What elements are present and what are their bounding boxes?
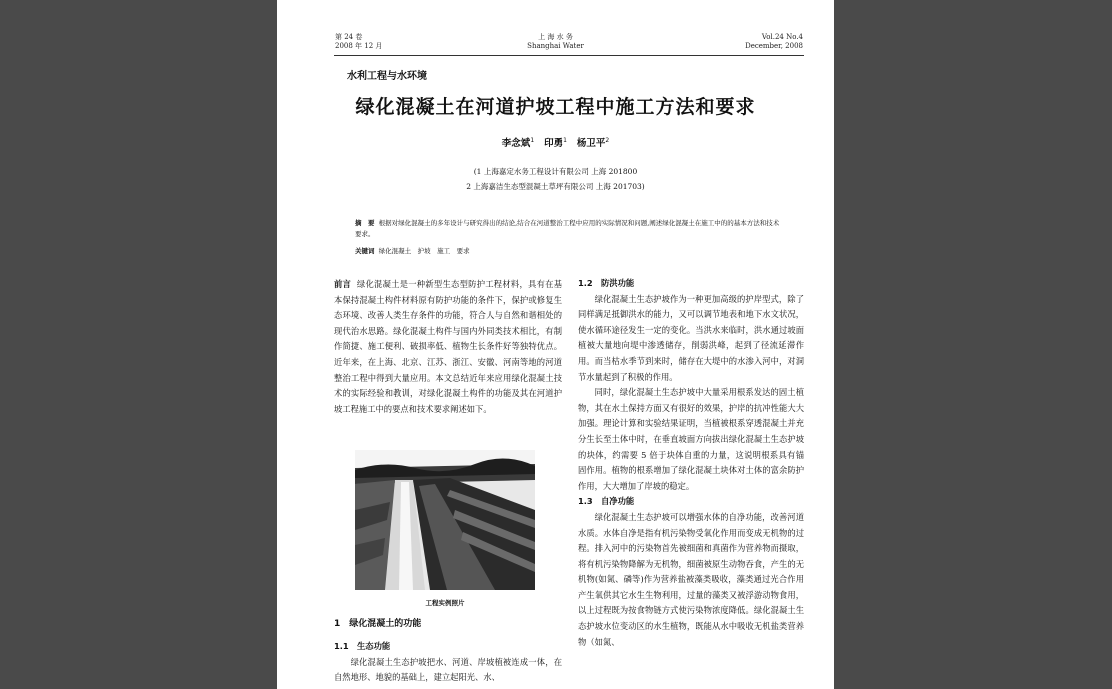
section1-heading: 1 绿化混凝土的功能 <box>334 619 422 629</box>
article-title: 绿化混凝土在河道护坡工程中施工方法和要求 <box>355 96 756 118</box>
affiliation-2: 2 上海嘉洁生态型混凝土草坪有限公司 上海 201703) <box>466 182 645 191</box>
author-name: 李念斌 <box>501 138 531 149</box>
date-label: 2008 年 12 月 <box>335 42 383 50</box>
journal-name-en: Shanghai Water <box>527 42 584 50</box>
viewer-background-left <box>0 0 277 689</box>
sub3-paragraph: 绿化混凝土生态护坡可以增强水体的自净功能，改善河道水质。水体自净是指有机污染物受氧化作用而变成无机物的过程。排入河中的污染物首先被细菌和真菌作为营养物而摄取，将有机污染物降解为无机物，细菌被原生动物吞食，产生的无机物(如氮、磷等)作为营养盐被藻类吸收，藻类通过光合作用产生氧供其它水生生物利用，过量的藻类又被浮游动物食用，以上过程既为按食物链方式使污染物浓度降低。绿化混凝土生态护坡水位变动区的水生植物，既能从水中吸收无机盐类营养物（如氮、 <box>578 511 804 647</box>
author-affil-mark: 1 <box>530 136 535 144</box>
sub2-heading: 1.2 防洪功能 <box>578 278 635 288</box>
right-column <box>578 276 804 650</box>
document-page <box>277 0 834 689</box>
author-affil-mark: 1 <box>563 136 567 144</box>
sub1-heading: 1.1 生态功能 <box>334 641 391 651</box>
abstract <box>355 218 785 240</box>
journal-name-cn: 上 海 水 务 <box>538 33 573 41</box>
project-photo-image <box>355 450 535 590</box>
sub2-paragraph-2: 同时，绿化混凝土生态护坡中大量采用根系发达的固土植物，其在水土保持方面又有很好的效果，护岸的抗冲性能大大加强。理论计算和实验结果证明，当植被根系穿透混凝土并充分生长至土体中时，在垂直坡面方向拔出绿化混凝土生态护坡的块体，约需要 5 倍于块体自重的力量，这说明根系具有锚固作用。植物的根系增加了绿化混凝土块体对土体的富余防护作用，大大增加了岸坡的稳定。 <box>578 387 804 491</box>
left-column-intro <box>334 277 562 417</box>
section1-heading-wrap <box>334 616 562 633</box>
date-en-label: December, 2008 <box>745 42 803 50</box>
keywords <box>355 246 785 257</box>
journal-volume-en <box>745 33 803 51</box>
volume-label: 第 24 卷 <box>335 33 363 41</box>
intro-paragraph <box>334 277 562 417</box>
intro-text: 绿化混凝土是一种新型生态型防护工程材料，具有在基本保持混凝土构件材料原有防护功能的条件下，保护或修复生态环境、改善人类生存条件的功能，符合人与自然和谐相处的现代治水思路。绿化混凝土构件与国内外同类技术相比，有制作简捷、施工便利、破损率低、植物生长条件好等独特优点。近年来，在上海、北京、江苏、浙江、安徽、河南等地的河道整治工程中得到大量应用。本文总结近年来应用绿化混凝土技术的实际经验和教训，对绿化混凝土构件的功能及其在河道护坡工程施工中的要点和技术要求阐述如下。 <box>334 279 562 414</box>
author-name: 杨卫平 <box>576 138 606 149</box>
abstract-text: 根据对绿化混凝土的多年设计与研究得出的结论,结合在河道整治工程中应用的实际情况和问题,阐述绿化混凝土在施工中的的基本方法和技术要求。 <box>355 219 780 238</box>
keywords-label: 关键词 <box>355 247 375 255</box>
viewer-background-right <box>834 0 1112 689</box>
author-list <box>277 135 834 149</box>
sub1-paragraph: 绿化混凝土生态护坡把水、河道、岸坡植被连成一体，在自然地形、地貌的基础上，建立起阳光、水、 <box>334 656 562 683</box>
header-rule <box>334 55 804 56</box>
author-affil-mark: 2 <box>605 136 610 144</box>
sub1-block <box>334 639 562 686</box>
project-photo <box>355 450 535 590</box>
keywords-text: 绿化混凝土 护坡 施工 要求 <box>378 247 470 255</box>
photo-caption: 工程实例照片 <box>425 599 465 607</box>
sub2-paragraph-1: 绿化混凝土生态护坡作为一种更加高级的护岸型式，除了同样满足抵御洪水的能力，又可以调节地表和地下水文状况，使水循环途径发生一定的变化。当洪水来临时，洪水通过坡面植被大量地向堤中渗透储存，削弱洪峰，起到了径流延滞作用。而当枯水季节到来时，储存在大堤中的水渗入河中，对洞节水量起到了积极的作用。 <box>578 293 804 382</box>
abstract-label: 摘 要 <box>355 219 375 227</box>
intro-lead: 前言 <box>334 279 352 289</box>
volume-en-label: Vol.24 No.4 <box>761 33 803 41</box>
affiliation-1: (1 上海嘉定水务工程设计有限公司 上海 201800 <box>473 167 638 176</box>
sub3-heading: 1.3 自净功能 <box>578 496 635 507</box>
author-name: 印勇 <box>544 138 564 149</box>
section-tag: 水利工程与水环境 <box>347 71 427 82</box>
